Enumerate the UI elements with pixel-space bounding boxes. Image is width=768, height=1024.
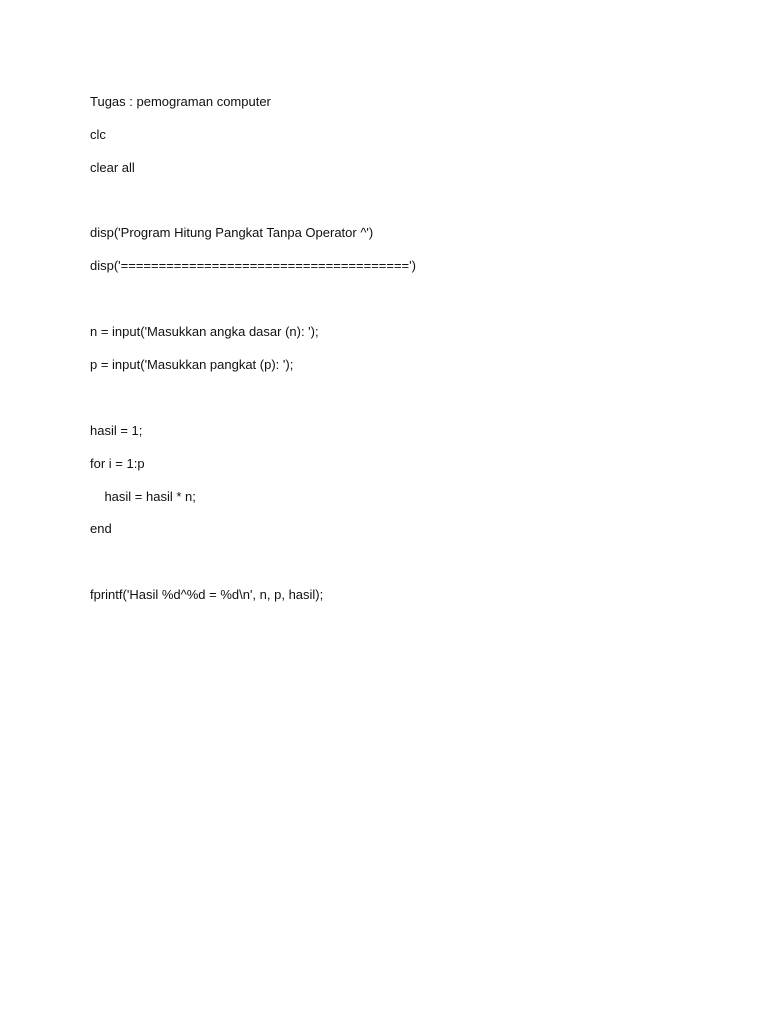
code-line-input-n: n = input('Masukkan angka dasar (n): ');: [90, 324, 319, 339]
code-line-fprintf: fprintf('Hasil %d^%d = %d\n', n, p, hasil);: [90, 587, 324, 602]
code-line-disp-separator: disp('======================================'): [90, 258, 416, 273]
code-line-disp-title: disp('Program Hitung Pangkat Tanpa Operator ^'): [90, 225, 374, 240]
code-line-input-p: p = input('Masukkan pangkat (p): ');: [90, 357, 294, 372]
code-line-hasil-init: hasil = 1;: [90, 423, 143, 438]
code-line-loop-body: hasil = hasil * n;: [90, 489, 196, 504]
code-line-clear-all: clear all: [90, 160, 135, 175]
code-line-end: end: [90, 521, 112, 536]
code-line-for: for i = 1:p: [90, 456, 145, 471]
code-line-clc: clc: [90, 127, 106, 142]
document-title-line: Tugas : pemograman computer: [90, 94, 271, 109]
